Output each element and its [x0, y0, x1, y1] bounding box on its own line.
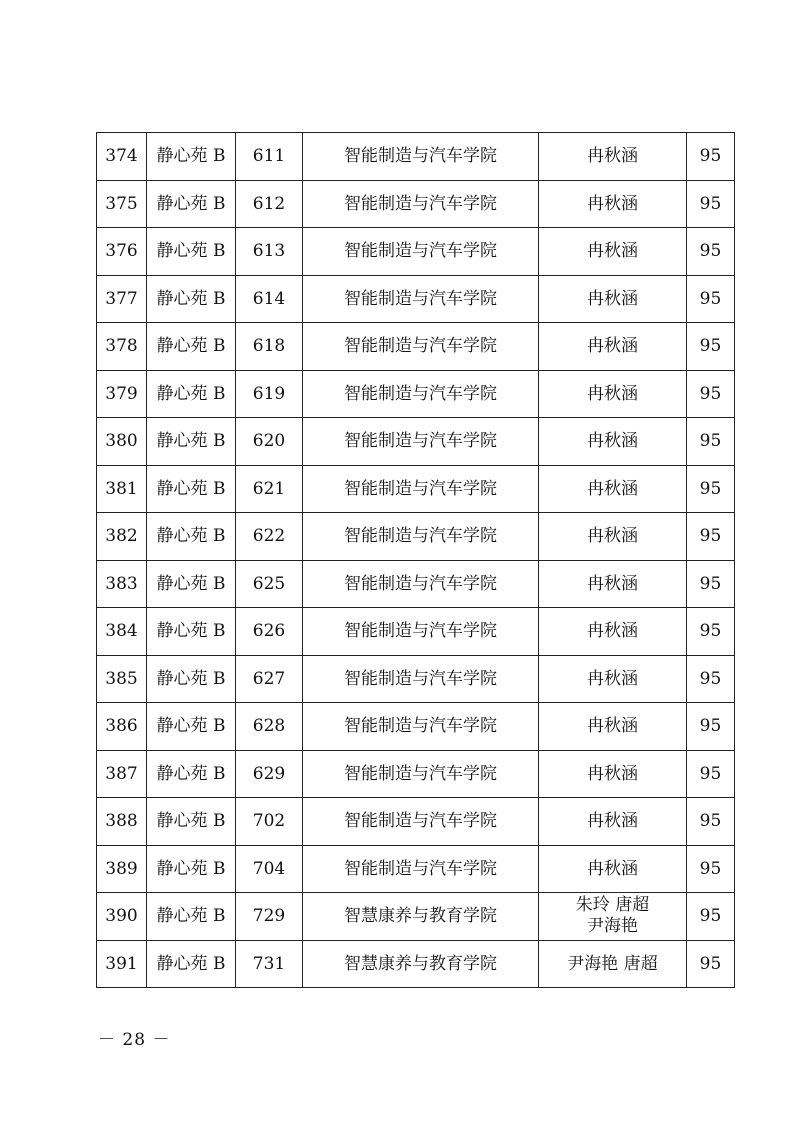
table-row [97, 275, 735, 323]
cell-room: 629 [236, 750, 303, 798]
cell-score: 95 [687, 655, 735, 703]
cell-building: 静心苑 B [147, 513, 236, 561]
cell-person: 冉秋涵 [539, 228, 687, 276]
cell-score: 95 [687, 228, 735, 276]
cell-college: 智能制造与汽车学院 [303, 560, 539, 608]
cell-room: 621 [236, 465, 303, 513]
cell-number: 382 [97, 513, 147, 561]
cell-building: 静心苑 B [147, 465, 236, 513]
cell-college: 智能制造与汽车学院 [303, 323, 539, 371]
cell-college: 智能制造与汽车学院 [303, 275, 539, 323]
table-row [97, 750, 735, 798]
page-number: － 28 － [98, 1030, 171, 1050]
cell-room: 628 [236, 703, 303, 751]
cell-score: 95 [687, 798, 735, 846]
cell-college: 智能制造与汽车学院 [303, 228, 539, 276]
cell-room: 731 [236, 940, 303, 988]
cell-room: 729 [236, 893, 303, 941]
cell-person: 冉秋涵 [539, 845, 687, 893]
cell-building: 静心苑 B [147, 608, 236, 656]
cell-college: 智能制造与汽车学院 [303, 845, 539, 893]
cell-building: 静心苑 B [147, 323, 236, 371]
cell-college: 智能制造与汽车学院 [303, 608, 539, 656]
cell-room: 619 [236, 370, 303, 418]
dormitory-score-table [96, 132, 735, 988]
table-row [97, 560, 735, 608]
cell-college: 智慧康养与教育学院 [303, 940, 539, 988]
table-row [97, 323, 735, 371]
table-row [97, 418, 735, 466]
cell-college: 智能制造与汽车学院 [303, 703, 539, 751]
cell-number: 391 [97, 940, 147, 988]
table-row [97, 513, 735, 561]
cell-person: 冉秋涵 [539, 418, 687, 466]
cell-college: 智能制造与汽车学院 [303, 513, 539, 561]
cell-college: 智能制造与汽车学院 [303, 750, 539, 798]
cell-person: 冉秋涵 [539, 133, 687, 181]
cell-college: 智能制造与汽车学院 [303, 133, 539, 181]
cell-person: 冉秋涵 [539, 655, 687, 703]
cell-score: 95 [687, 513, 735, 561]
cell-score: 95 [687, 893, 735, 941]
cell-number: 380 [97, 418, 147, 466]
table-row [97, 703, 735, 751]
cell-number: 384 [97, 608, 147, 656]
cell-person: 冉秋涵 [539, 323, 687, 371]
cell-building: 静心苑 B [147, 940, 236, 988]
cell-person-line: 尹海艳 [587, 916, 638, 937]
table-row [97, 180, 735, 228]
cell-building: 静心苑 B [147, 655, 236, 703]
cell-building: 静心苑 B [147, 228, 236, 276]
cell-score: 95 [687, 608, 735, 656]
cell-number: 377 [97, 275, 147, 323]
cell-room: 611 [236, 133, 303, 181]
cell-college: 智能制造与汽车学院 [303, 655, 539, 703]
cell-score: 95 [687, 133, 735, 181]
cell-room: 704 [236, 845, 303, 893]
cell-building: 静心苑 B [147, 418, 236, 466]
cell-person: 冉秋涵 [539, 750, 687, 798]
cell-room: 614 [236, 275, 303, 323]
table-row [97, 893, 735, 941]
cell-score: 95 [687, 845, 735, 893]
cell-building: 静心苑 B [147, 370, 236, 418]
cell-building: 静心苑 B [147, 180, 236, 228]
cell-score: 95 [687, 940, 735, 988]
table-row [97, 133, 735, 181]
cell-college: 智能制造与汽车学院 [303, 798, 539, 846]
cell-person: 冉秋涵 [539, 275, 687, 323]
table-body [97, 133, 735, 988]
cell-person: 冉秋涵 [539, 798, 687, 846]
cell-score: 95 [687, 275, 735, 323]
cell-college: 智能制造与汽车学院 [303, 465, 539, 513]
cell-room: 620 [236, 418, 303, 466]
cell-score: 95 [687, 703, 735, 751]
cell-number: 389 [97, 845, 147, 893]
cell-number: 390 [97, 893, 147, 941]
cell-room: 622 [236, 513, 303, 561]
cell-number: 381 [97, 465, 147, 513]
cell-number: 379 [97, 370, 147, 418]
cell-score: 95 [687, 750, 735, 798]
cell-score: 95 [687, 180, 735, 228]
cell-number: 378 [97, 323, 147, 371]
cell-person: 冉秋涵 [539, 370, 687, 418]
table-row [97, 608, 735, 656]
cell-number: 376 [97, 228, 147, 276]
cell-person: 冉秋涵 [539, 180, 687, 228]
cell-building: 静心苑 B [147, 798, 236, 846]
cell-number: 388 [97, 798, 147, 846]
cell-college: 智能制造与汽车学院 [303, 418, 539, 466]
cell-person: 冉秋涵 [539, 513, 687, 561]
cell-score: 95 [687, 370, 735, 418]
cell-building: 静心苑 B [147, 750, 236, 798]
cell-person: 冉秋涵 [539, 608, 687, 656]
table-row [97, 655, 735, 703]
cell-college: 智能制造与汽车学院 [303, 180, 539, 228]
cell-number: 385 [97, 655, 147, 703]
cell-person: 冉秋涵 [539, 703, 687, 751]
cell-score: 95 [687, 418, 735, 466]
cell-building: 静心苑 B [147, 703, 236, 751]
cell-number: 383 [97, 560, 147, 608]
table-row [97, 370, 735, 418]
cell-college: 智能制造与汽车学院 [303, 370, 539, 418]
cell-room: 613 [236, 228, 303, 276]
cell-room: 702 [236, 798, 303, 846]
cell-room: 625 [236, 560, 303, 608]
cell-college: 智慧康养与教育学院 [303, 893, 539, 941]
cell-building: 静心苑 B [147, 133, 236, 181]
cell-person: 尹海艳 唐超 [539, 940, 687, 988]
table-row [97, 798, 735, 846]
cell-room: 627 [236, 655, 303, 703]
cell-room: 618 [236, 323, 303, 371]
cell-building: 静心苑 B [147, 275, 236, 323]
cell-room: 626 [236, 608, 303, 656]
cell-building: 静心苑 B [147, 845, 236, 893]
table-row [97, 228, 735, 276]
cell-score: 95 [687, 465, 735, 513]
table-row [97, 940, 735, 988]
cell-person: 冉秋涵 [539, 465, 687, 513]
table-row [97, 845, 735, 893]
cell-person-line: 朱玲 唐超 [575, 895, 650, 916]
cell-number: 374 [97, 133, 147, 181]
cell-number: 386 [97, 703, 147, 751]
cell-room: 612 [236, 180, 303, 228]
cell-person [539, 893, 687, 941]
table-row [97, 465, 735, 513]
cell-score: 95 [687, 560, 735, 608]
cell-number: 375 [97, 180, 147, 228]
cell-building: 静心苑 B [147, 893, 236, 941]
cell-person: 冉秋涵 [539, 560, 687, 608]
cell-number: 387 [97, 750, 147, 798]
cell-building: 静心苑 B [147, 560, 236, 608]
cell-score: 95 [687, 323, 735, 371]
